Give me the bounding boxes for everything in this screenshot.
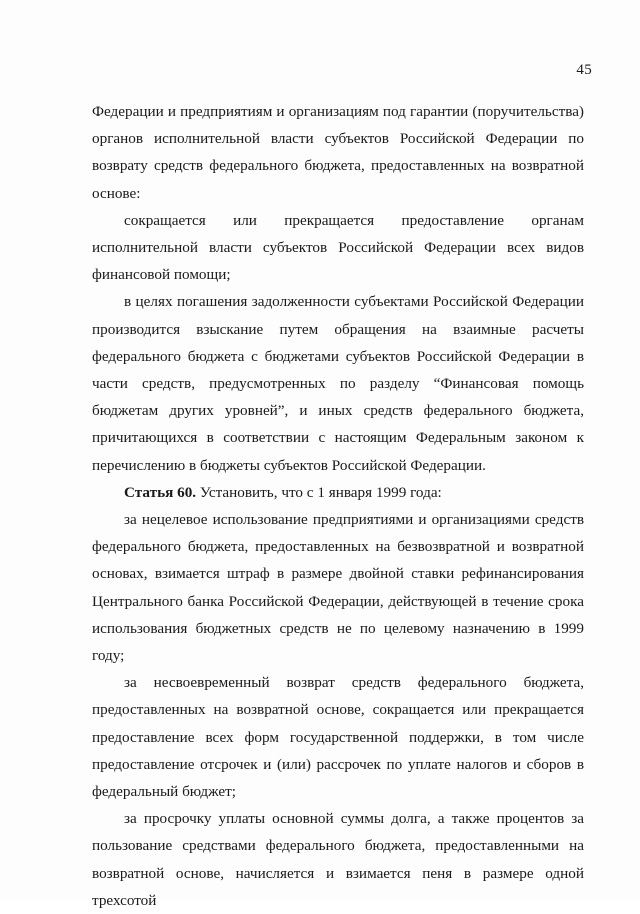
article-60-heading: Статья 60. (124, 483, 197, 501)
page-number: 45 (576, 62, 592, 78)
paragraph-late-repayment: за несвоевременный возврат средств федерального бюджета, предоставленных на возвратной основе, сокращается или прекращается предоставление всех форм государственной поддержки, в том числе предоставление отсрочек и (или) рассрочек по уплате налогов и сборов в федеральный бюджет; (92, 674, 584, 801)
document-body (92, 98, 584, 914)
article-60-text: Установить, что с 1 января 1999 года: (196, 483, 442, 501)
paragraph-financial-assistance-reduction: сокращается или прекращается предоставление органам исполнительной власти субъектов Российской Федерации всех видов финансовой помощи; (92, 211, 584, 284)
paragraph-overdue-interest-penalty: за просрочку уплаты основной суммы долга, а также процентов за пользование средствами федерального бюджета, предоставленными на возвратной основе, начисляется и взимается пеня в размере одной трехсотой (92, 810, 584, 909)
article-60-paragraph (92, 479, 584, 506)
paragraph-federation-guarantees: Федерации и предприятиям и организациям под гарантии (поручительства) органов исполнительной власти субъектов Российской Федерации по возврату средств федерального бюджета, предоставленных на возвратной основе: (92, 103, 584, 202)
paragraph-debt-recovery: в целях погашения задолженности субъектами Российской Федерации производится взыскание путем обращения на взаимные расчеты федерального бюджета с бюджетами субъектов Российской Федерации в части средств, предусмотренных по разделу “Финансовая помощь бюджетам других уровней”, и иных средств федерального бюджета, причитающихся в соответствии с настоящим Федеральным законом к перечислению в бюджеты субъектов Российской Федерации. (92, 293, 584, 474)
paragraph-misuse-penalty: за нецелевое использование предприятиями и организациями средств федерального бюджета, предоставленных на безвозвратной и возвратной основах, взимается штраф в размере двойной ставки рефинансирования Центрального банка Российской Федерации, действующей в течение срока использования бюджетных средств не по целевому назначению в 1999 году; (92, 511, 584, 665)
